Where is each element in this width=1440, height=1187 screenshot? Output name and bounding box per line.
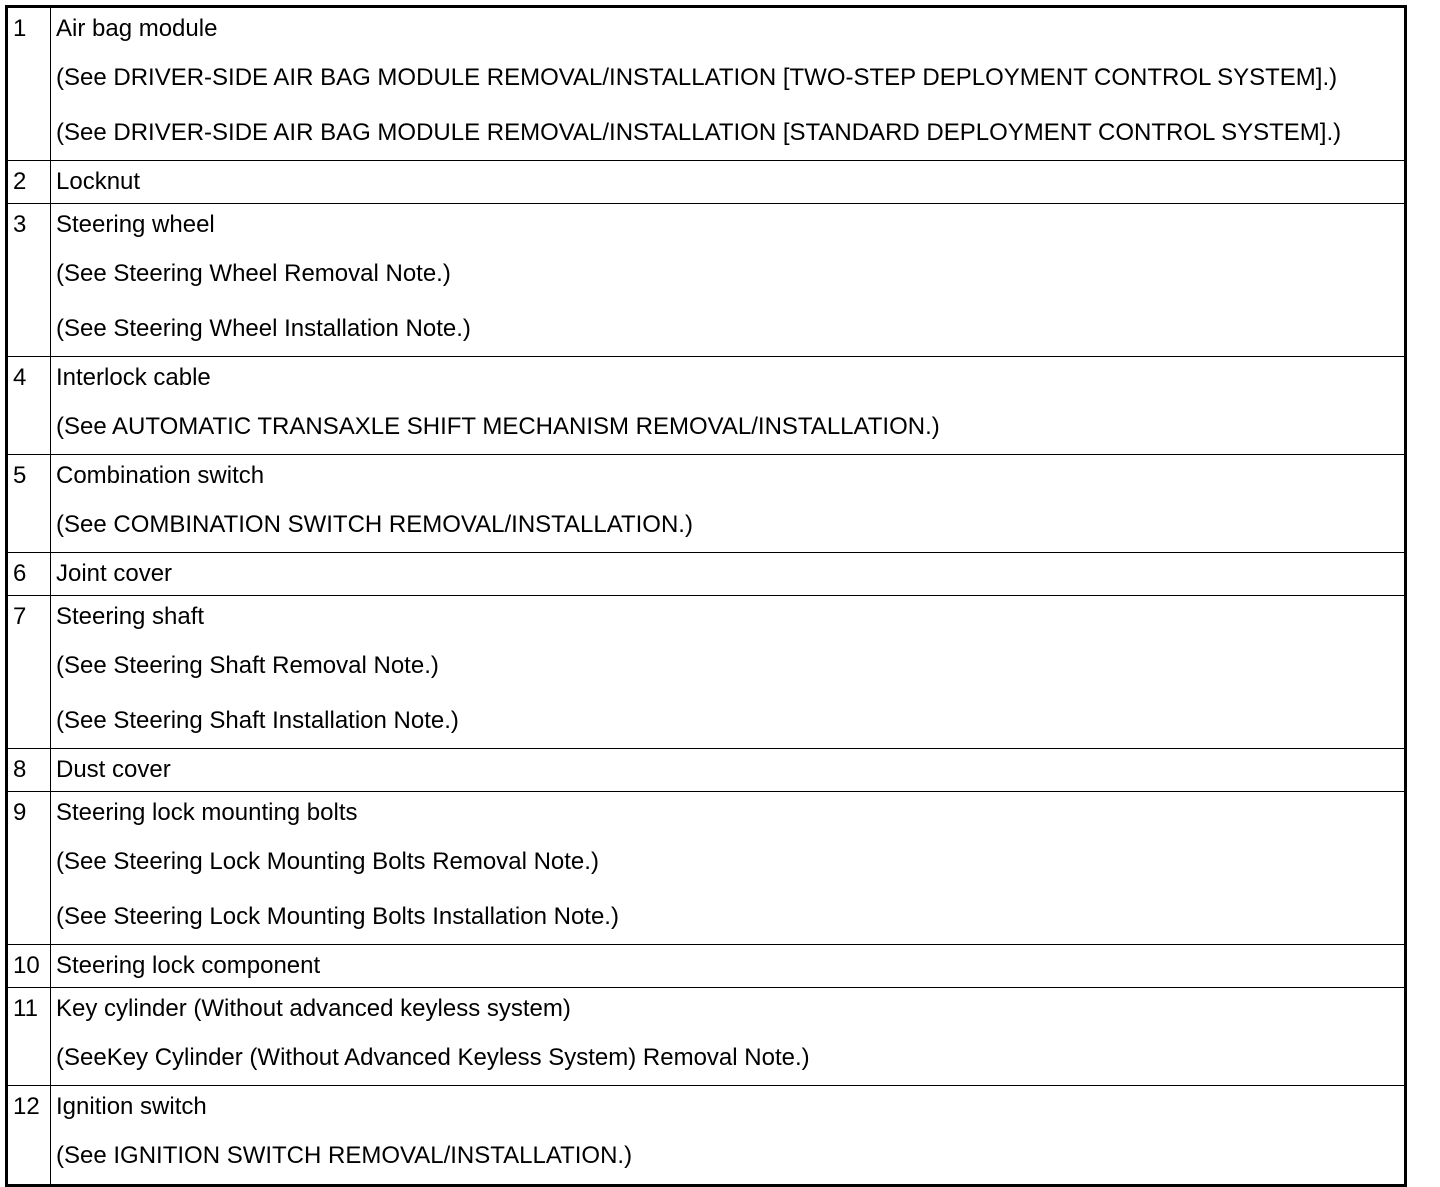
reference-link[interactable]: (See Steering Wheel Removal Note.) — [56, 260, 451, 287]
part-name: Steering lock component — [56, 952, 321, 979]
reference-link[interactable]: (See Steering Wheel Installation Note.) — [56, 315, 471, 342]
reference-link[interactable]: (See Steering Lock Mounting Bolts Removal Note.) — [56, 848, 599, 875]
table-row — [7, 792, 1406, 945]
part-description — [51, 1086, 1406, 1186]
part-name: Interlock cable — [56, 364, 211, 391]
part-number: 6 — [7, 553, 51, 596]
reference-link[interactable]: (See Steering Lock Mounting Bolts Installation Note.) — [56, 903, 619, 930]
part-description — [51, 945, 1406, 988]
reference-link[interactable]: (See DRIVER-SIDE AIR BAG MODULE REMOVAL/INSTALLATION [STANDARD DEPLOYMENT CONTROL SYSTEM].) — [56, 119, 1342, 146]
part-description — [51, 161, 1406, 204]
table-row — [7, 749, 1406, 792]
part-number: 7 — [7, 596, 51, 749]
part-name: Air bag module — [56, 15, 218, 42]
part-name: Joint cover — [56, 560, 173, 587]
part-number: 9 — [7, 792, 51, 945]
reference-link[interactable]: (See DRIVER-SIDE AIR BAG MODULE REMOVAL/INSTALLATION [TWO-STEP DEPLOYMENT CONTROL SYSTEM].) — [56, 64, 1338, 91]
reference-link[interactable]: (SeeKey Cylinder (Without Advanced Keyless System) Removal Note.) — [56, 1044, 810, 1071]
part-number: 3 — [7, 204, 51, 357]
part-number: 8 — [7, 749, 51, 792]
part-name: Steering lock mounting bolts — [56, 799, 358, 826]
part-number: 12 — [7, 1086, 51, 1186]
parts-table-body — [7, 7, 1406, 1186]
part-description — [51, 749, 1406, 792]
part-number: 11 — [7, 988, 51, 1086]
table-row — [7, 945, 1406, 988]
parts-table — [5, 5, 1407, 1187]
part-number: 10 — [7, 945, 51, 988]
part-description — [51, 204, 1406, 357]
part-description — [51, 357, 1406, 455]
part-description — [51, 596, 1406, 749]
part-name: Ignition switch — [56, 1093, 207, 1120]
part-number: 2 — [7, 161, 51, 204]
part-name: Dust cover — [56, 756, 171, 783]
part-name: Combination switch — [56, 462, 265, 489]
part-description — [51, 988, 1406, 1086]
reference-link[interactable]: (See Steering Shaft Removal Note.) — [56, 652, 439, 679]
table-row — [7, 7, 1406, 161]
reference-link[interactable]: (See Steering Shaft Installation Note.) — [56, 707, 459, 734]
table-row — [7, 596, 1406, 749]
part-name: Steering wheel — [56, 211, 215, 238]
part-name: Locknut — [56, 168, 141, 195]
table-row — [7, 161, 1406, 204]
part-description — [51, 7, 1406, 161]
part-number: 5 — [7, 455, 51, 553]
table-row — [7, 455, 1406, 553]
part-name: Steering shaft — [56, 603, 205, 630]
table-row — [7, 553, 1406, 596]
table-row — [7, 1086, 1406, 1186]
part-number: 4 — [7, 357, 51, 455]
table-row — [7, 988, 1406, 1086]
reference-link[interactable]: (See COMBINATION SWITCH REMOVAL/INSTALLATION.) — [56, 511, 693, 538]
table-row — [7, 357, 1406, 455]
part-number: 1 — [7, 7, 51, 161]
reference-link[interactable]: (See AUTOMATIC TRANSAXLE SHIFT MECHANISM REMOVAL/INSTALLATION.) — [56, 413, 940, 440]
part-description — [51, 553, 1406, 596]
reference-link[interactable]: (See IGNITION SWITCH REMOVAL/INSTALLATION.) — [56, 1142, 633, 1169]
part-name: Key cylinder (Without advanced keyless system) — [56, 995, 571, 1022]
table-row — [7, 204, 1406, 357]
part-description — [51, 792, 1406, 945]
part-description — [51, 455, 1406, 553]
